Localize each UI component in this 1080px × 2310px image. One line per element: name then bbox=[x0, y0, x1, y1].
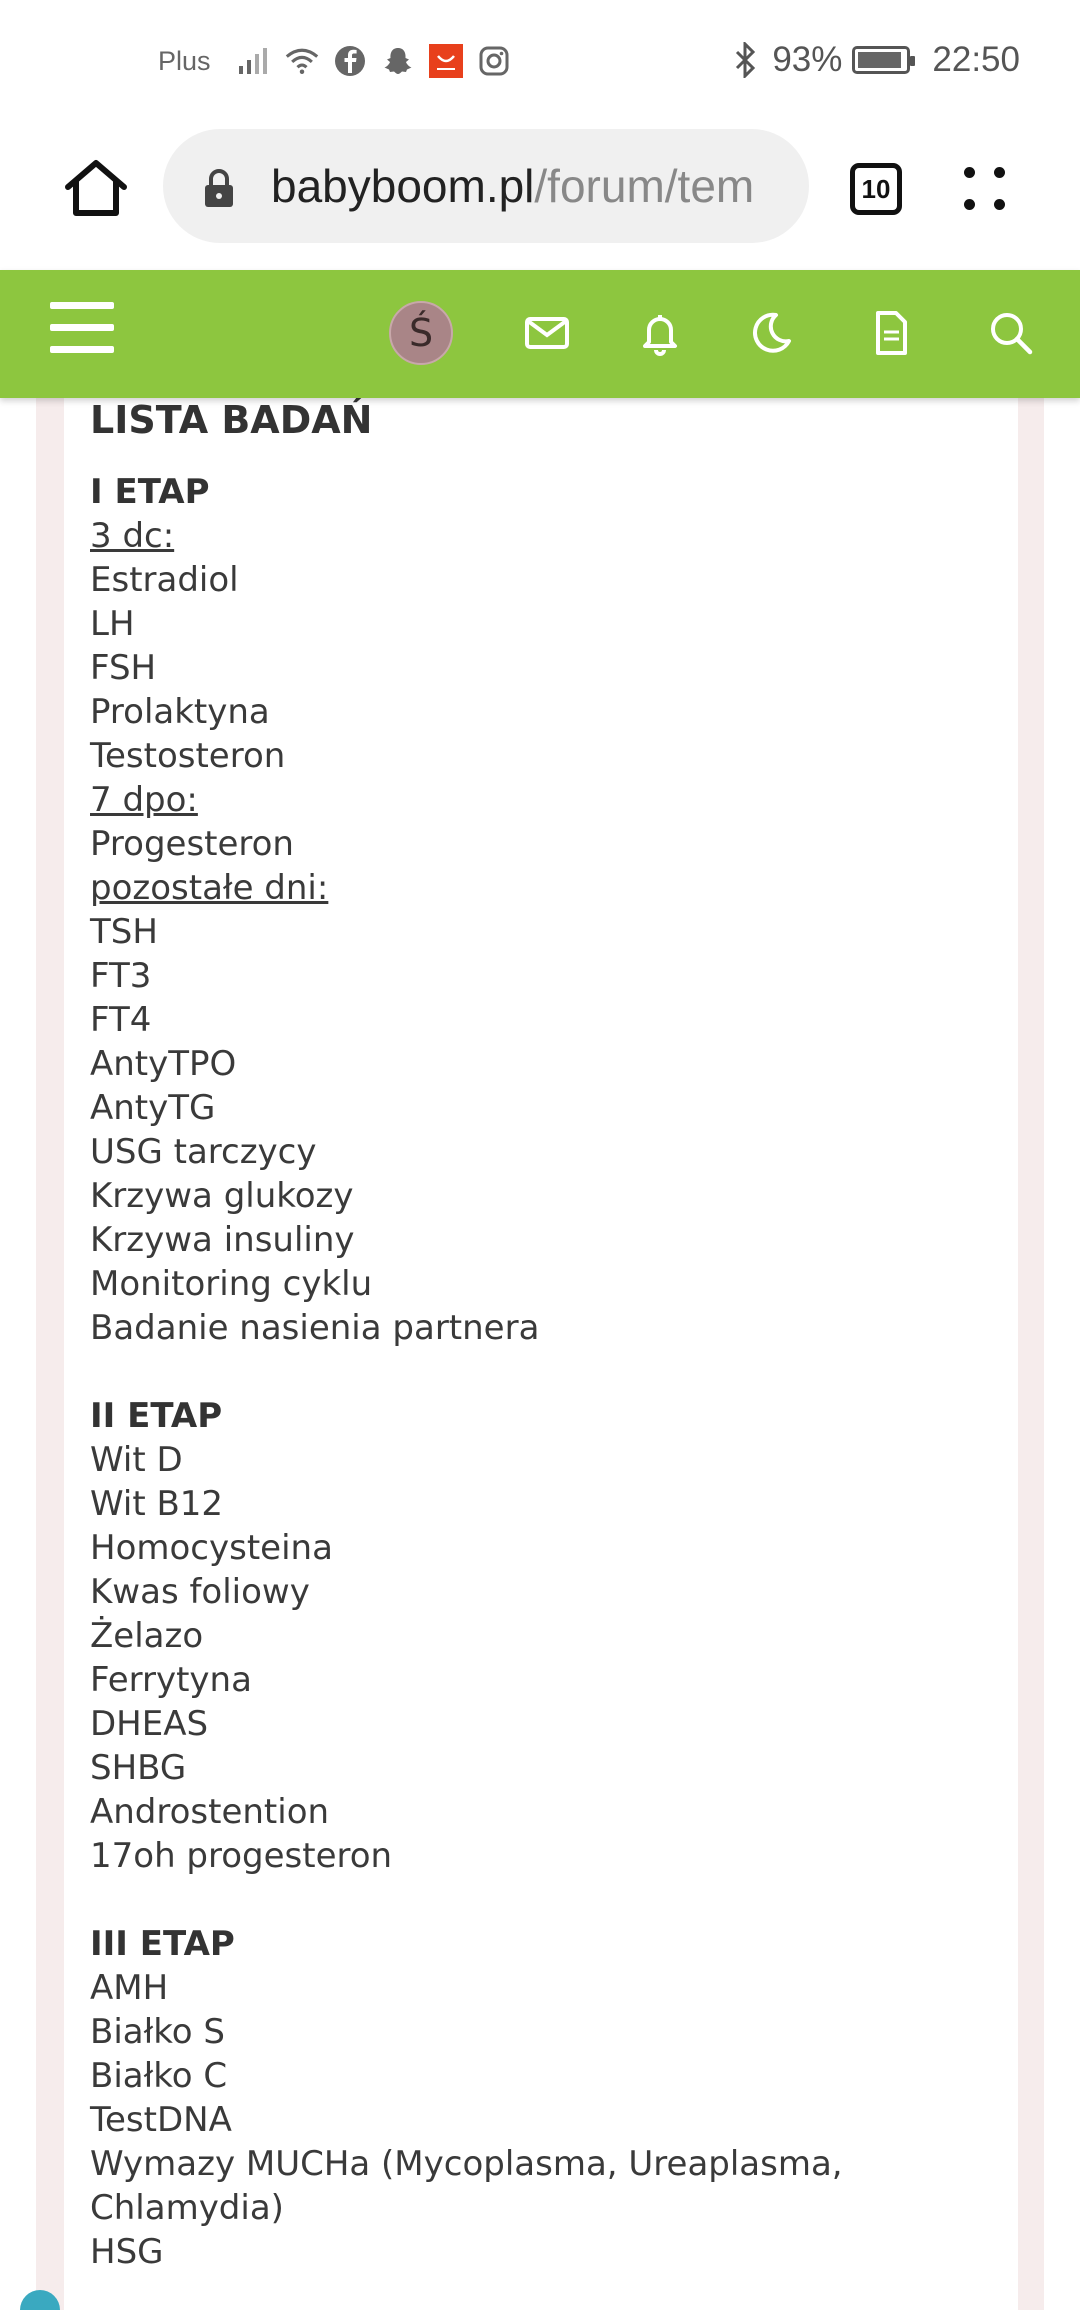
post-title: LISTA BADAŃ bbox=[90, 398, 373, 442]
status-right bbox=[728, 40, 1020, 80]
bluetooth-icon bbox=[728, 43, 762, 77]
list-item: DHEAS bbox=[90, 1704, 209, 1744]
stage-1-label: I ETAP bbox=[90, 472, 210, 512]
signal-icon bbox=[237, 44, 271, 78]
browser-toolbar bbox=[0, 125, 1080, 270]
list-item: Krzywa insuliny bbox=[90, 1220, 355, 1260]
avatar[interactable] bbox=[389, 301, 453, 365]
status-left bbox=[158, 44, 511, 78]
list-item: FSH bbox=[90, 648, 157, 688]
aliexpress-icon bbox=[429, 44, 463, 78]
list-item: Białko S bbox=[90, 2012, 225, 2052]
search-icon[interactable] bbox=[986, 308, 1036, 358]
spacer bbox=[90, 1878, 990, 1922]
facebook-icon bbox=[333, 44, 367, 78]
home-button[interactable] bbox=[60, 153, 132, 225]
list-item: TestDNA bbox=[90, 2100, 232, 2140]
list-item: FT3 bbox=[90, 956, 152, 996]
battery-percent: 93% bbox=[772, 40, 843, 79]
list-item: Wit D bbox=[90, 1440, 183, 1480]
snapchat-icon bbox=[381, 44, 415, 78]
list-item: Wit B12 bbox=[90, 1484, 224, 1524]
moon-icon[interactable] bbox=[746, 308, 796, 358]
url-path: /forum/tem bbox=[534, 160, 755, 212]
battery-icon bbox=[852, 46, 910, 74]
list-item: Estradiol bbox=[90, 560, 239, 600]
list-item: Wymazy MUCHa (Mycoplasma, Ureaplasma, bbox=[90, 2144, 843, 2184]
list-item: Kwas foliowy bbox=[90, 1572, 310, 1612]
list-item: FT4 bbox=[90, 1000, 152, 1040]
list-item: TSH bbox=[90, 912, 158, 952]
list-item: Testosteron bbox=[90, 736, 286, 776]
address-bar[interactable] bbox=[163, 129, 809, 243]
list-item: Monitoring cyklu bbox=[90, 1264, 373, 1304]
stage-3-label: III ETAP bbox=[90, 1924, 235, 1964]
battery-level bbox=[858, 52, 901, 68]
list-item: Androstention bbox=[90, 1792, 330, 1832]
avatar-initial: Ś bbox=[408, 311, 434, 355]
stage-1-sub-3: pozostałe dni: bbox=[90, 868, 329, 908]
home-icon bbox=[60, 153, 132, 225]
list-item: USG tarczycy bbox=[90, 1132, 317, 1172]
tab-count: 10 bbox=[861, 173, 891, 204]
dot bbox=[964, 199, 975, 210]
list-item: Białko C bbox=[90, 2056, 228, 2096]
dot bbox=[994, 199, 1005, 210]
status-bar bbox=[0, 0, 1080, 125]
list-item: AntyTG bbox=[90, 1088, 216, 1128]
list-item: Żelazo bbox=[90, 1616, 204, 1656]
document-icon[interactable] bbox=[866, 308, 916, 358]
spacer bbox=[90, 1350, 990, 1394]
tab-switcher-button[interactable] bbox=[850, 163, 902, 215]
list-item: Homocysteina bbox=[90, 1528, 333, 1568]
list-item: Chlamydia) bbox=[90, 2188, 284, 2228]
stage-1-sub-2: 7 dpo: bbox=[90, 780, 198, 820]
list-item: HSG bbox=[90, 2232, 164, 2272]
list-item: SHBG bbox=[90, 1748, 187, 1788]
lock-icon bbox=[203, 167, 235, 209]
menu-icon[interactable] bbox=[50, 300, 114, 356]
list-item: Prolaktyna bbox=[90, 692, 270, 732]
dot bbox=[994, 167, 1005, 178]
url-text[interactable] bbox=[271, 159, 754, 213]
dot bbox=[964, 167, 975, 178]
bell-icon[interactable] bbox=[635, 308, 685, 358]
mail-icon[interactable] bbox=[522, 308, 572, 358]
list-item: Krzywa glukozy bbox=[90, 1176, 354, 1216]
list-item: AMH bbox=[90, 1968, 169, 2008]
post-body bbox=[90, 390, 990, 2274]
list-item: Progesteron bbox=[90, 824, 294, 864]
clock: 22:50 bbox=[932, 40, 1020, 79]
list-item: AntyTPO bbox=[90, 1044, 237, 1084]
stage-1-sub-1: 3 dc: bbox=[90, 516, 175, 556]
carrier-name: Plus bbox=[158, 45, 211, 76]
instagram-icon bbox=[477, 44, 511, 78]
list-item: Badanie nasienia partnera bbox=[90, 1308, 540, 1348]
list-item: LH bbox=[90, 604, 135, 644]
browser-menu-button[interactable] bbox=[960, 161, 1010, 217]
list-item: 17oh progesteron bbox=[90, 1836, 393, 1876]
stage-2-label: II ETAP bbox=[90, 1396, 223, 1436]
site-navbar bbox=[0, 270, 1080, 398]
url-domain: babyboom.pl bbox=[271, 160, 535, 212]
wifi-icon bbox=[285, 44, 319, 78]
list-item: Ferrytyna bbox=[90, 1660, 252, 1700]
